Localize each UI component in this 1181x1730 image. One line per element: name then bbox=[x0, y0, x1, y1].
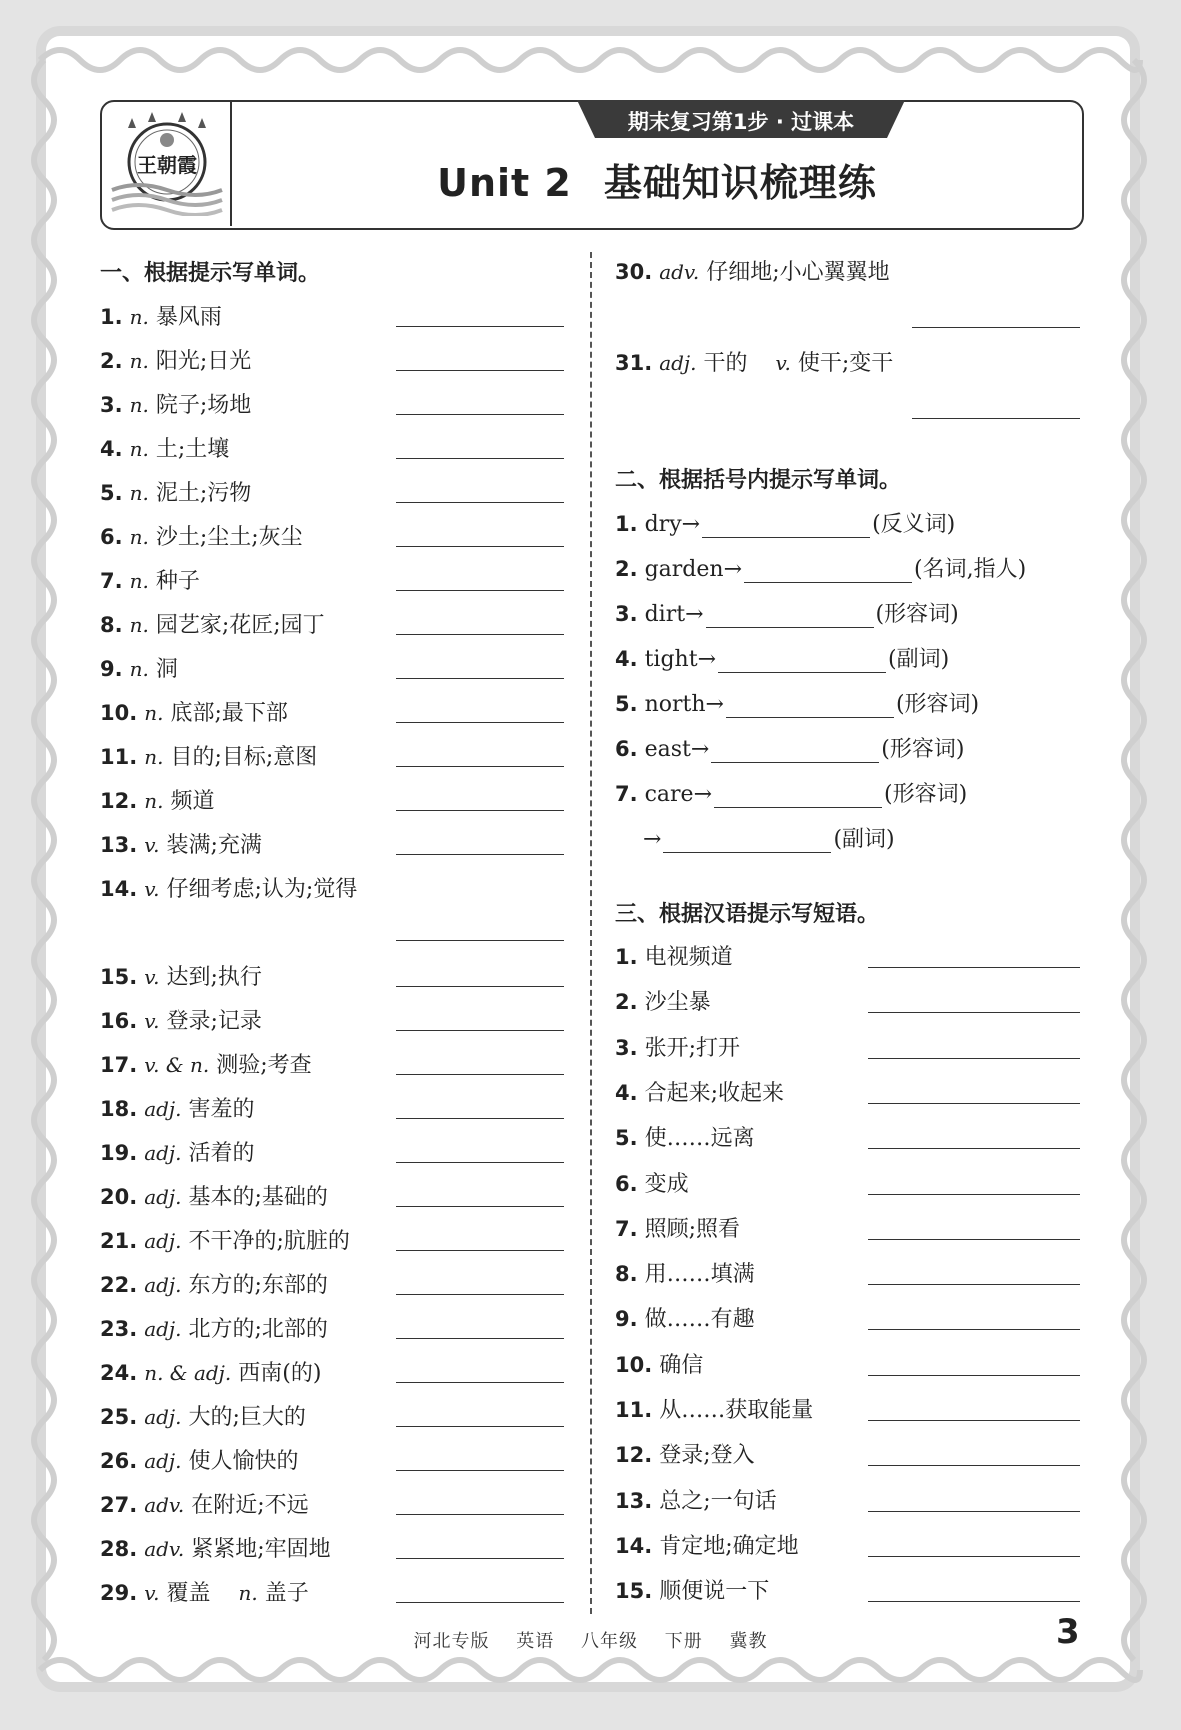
phrase-item bbox=[615, 1302, 755, 1332]
word-item bbox=[100, 1136, 255, 1166]
word-item bbox=[615, 255, 890, 285]
answer-blank[interactable] bbox=[868, 1103, 1080, 1104]
item-number: 3. bbox=[615, 602, 638, 626]
page-title bbox=[232, 152, 1082, 207]
answer-blank[interactable] bbox=[706, 605, 874, 628]
base-word: → bbox=[643, 827, 662, 852]
base-word: dry→ bbox=[644, 512, 701, 537]
phrase-hint: 电视频道 bbox=[644, 945, 733, 970]
title-main: 基础知识梳理练 bbox=[603, 161, 877, 205]
phrase-hint: 顺便说一下 bbox=[659, 1579, 770, 1605]
footer-publisher: 冀教 bbox=[729, 1631, 768, 1652]
item-hint: 登录;记录 bbox=[166, 1009, 262, 1034]
answer-blank[interactable] bbox=[868, 1148, 1080, 1149]
part-of-speech: v. bbox=[144, 833, 160, 857]
item-number: 20. bbox=[100, 1185, 138, 1209]
item-number: 2. bbox=[615, 990, 638, 1015]
answer-blank[interactable] bbox=[396, 1250, 564, 1251]
answer-blank[interactable] bbox=[396, 1294, 564, 1295]
item-number: 12. bbox=[615, 1443, 653, 1468]
phrase-hint: 确信 bbox=[659, 1352, 704, 1378]
phrase-item bbox=[615, 1076, 784, 1106]
answer-blank[interactable] bbox=[396, 1162, 564, 1163]
answer-blank[interactable] bbox=[396, 1206, 564, 1207]
item-number: 2. bbox=[615, 557, 638, 581]
item-number: 7. bbox=[100, 569, 123, 593]
item-number: 7. bbox=[615, 1216, 638, 1241]
item-number: 14. bbox=[615, 1533, 653, 1558]
phrase-item bbox=[615, 940, 733, 970]
word-item bbox=[100, 1532, 331, 1562]
item-hint: 土;土壤 bbox=[155, 437, 230, 462]
word-item bbox=[100, 1268, 328, 1298]
part-of-speech: n. & adj. bbox=[144, 1361, 232, 1385]
answer-blank[interactable] bbox=[396, 414, 564, 415]
part-of-speech: adv. bbox=[144, 1493, 185, 1517]
item-hint: 在附近;不远 bbox=[191, 1493, 309, 1518]
item-number: 1. bbox=[615, 945, 638, 969]
derivation-item bbox=[615, 552, 1026, 582]
item-hint: 仔细考虑;认为;觉得 bbox=[166, 877, 358, 902]
answer-blank[interactable] bbox=[396, 326, 564, 327]
word-item bbox=[100, 1488, 309, 1518]
part-of-speech: adj. bbox=[144, 1317, 182, 1341]
word-item bbox=[100, 960, 262, 990]
item-hint: 活着的 bbox=[188, 1141, 255, 1166]
item-number: 22. bbox=[100, 1273, 138, 1297]
word-item bbox=[100, 652, 178, 682]
derivation-item bbox=[643, 822, 895, 852]
item-number: 12. bbox=[100, 789, 138, 813]
word-item bbox=[100, 1444, 299, 1474]
part-of-speech: adj. bbox=[144, 1449, 182, 1473]
review-step-tab bbox=[577, 100, 905, 140]
item-number: 23. bbox=[100, 1317, 138, 1341]
answer-blank[interactable] bbox=[663, 830, 831, 853]
answer-blank[interactable] bbox=[714, 785, 882, 808]
item-hint: 害羞的 bbox=[188, 1097, 255, 1122]
phrase-item bbox=[615, 985, 711, 1015]
item-number: 13. bbox=[615, 1488, 653, 1513]
part-of-speech: n. bbox=[129, 393, 149, 417]
part-of-speech: n. bbox=[129, 569, 149, 593]
item-hint: 洞 bbox=[155, 657, 178, 682]
item-number: 25. bbox=[100, 1405, 138, 1429]
header-box bbox=[100, 100, 1084, 230]
item-number: 13. bbox=[100, 833, 138, 857]
footer-volume: 下册 bbox=[664, 1631, 703, 1652]
part-of-speech: adj. bbox=[659, 351, 697, 375]
item-hint: 种子 bbox=[155, 569, 200, 594]
svg-text:王朝霞: 王朝霞 bbox=[137, 153, 197, 177]
review-step-label: 期末复习第1步 · 过课本 bbox=[627, 110, 855, 134]
answer-blank[interactable] bbox=[868, 1375, 1080, 1376]
publisher-logo bbox=[108, 110, 226, 216]
item-number: 1. bbox=[615, 512, 638, 536]
base-word: care→ bbox=[644, 782, 713, 807]
item-hint: 使人愉快的 bbox=[188, 1449, 299, 1474]
part-of-speech: adj. bbox=[144, 1185, 182, 1209]
item-number: 8. bbox=[615, 1262, 638, 1287]
item-number: 8. bbox=[100, 613, 123, 637]
word-item bbox=[100, 1400, 306, 1430]
phrase-item bbox=[615, 1393, 813, 1423]
item-number: 7. bbox=[615, 782, 638, 806]
answer-blank[interactable] bbox=[396, 502, 564, 503]
answer-blank[interactable] bbox=[744, 560, 912, 583]
item-number: 24. bbox=[100, 1361, 138, 1385]
word-form-hint: (副词) bbox=[833, 827, 895, 852]
answer-blank[interactable] bbox=[396, 546, 564, 547]
item-number: 28. bbox=[100, 1537, 138, 1561]
item-number: 16. bbox=[100, 1009, 138, 1033]
phrase-hint: 合起来;收起来 bbox=[644, 1080, 785, 1106]
item-hint: 北方的;北部的 bbox=[188, 1317, 328, 1342]
part-of-speech: v. bbox=[144, 1581, 160, 1605]
part-of-speech: n. bbox=[129, 305, 149, 329]
derivation-item bbox=[615, 507, 955, 537]
item-number: 31. bbox=[615, 351, 653, 375]
part-of-speech: n. bbox=[144, 789, 164, 813]
item-number: 4. bbox=[615, 1080, 638, 1105]
item-number: 29. bbox=[100, 1581, 138, 1605]
word-item bbox=[100, 432, 229, 462]
word-item bbox=[100, 1576, 309, 1606]
derivation-item bbox=[615, 687, 979, 717]
answer-blank[interactable] bbox=[396, 1426, 564, 1427]
part-of-speech-2: v. bbox=[775, 351, 791, 375]
phrase-item bbox=[615, 1438, 755, 1468]
phrase-hint: 肯定地;确定地 bbox=[659, 1533, 799, 1559]
part-of-speech: n. bbox=[129, 613, 149, 637]
phrase-item bbox=[615, 1529, 799, 1559]
part-of-speech: adj. bbox=[144, 1141, 182, 1165]
item-number: 14. bbox=[100, 877, 138, 901]
phrase-item bbox=[615, 1031, 740, 1061]
base-word: tight→ bbox=[644, 647, 716, 672]
phrase-hint: 照顾;照看 bbox=[644, 1216, 741, 1242]
word-item bbox=[100, 476, 251, 506]
word-form-hint: (形容词) bbox=[881, 737, 965, 762]
answer-blank[interactable] bbox=[868, 1511, 1080, 1512]
item-hint: 基本的;基础的 bbox=[188, 1185, 328, 1210]
item-number: 27. bbox=[100, 1493, 138, 1517]
part-of-speech: n. bbox=[144, 745, 164, 769]
answer-blank[interactable] bbox=[396, 678, 564, 679]
answer-blank[interactable] bbox=[396, 1558, 564, 1559]
answer-blank[interactable] bbox=[396, 1118, 564, 1119]
item-number: 5. bbox=[100, 481, 123, 505]
phrase-item bbox=[615, 1121, 755, 1151]
answer-blank[interactable] bbox=[396, 986, 564, 987]
part-of-speech: n. bbox=[129, 349, 149, 373]
part-of-speech: adj. bbox=[144, 1229, 182, 1253]
derivation-item bbox=[615, 642, 949, 672]
answer-blank[interactable] bbox=[868, 1420, 1080, 1421]
word-item bbox=[100, 300, 222, 330]
part-of-speech-2: n. bbox=[238, 1581, 258, 1605]
item-hint: 频道 bbox=[170, 789, 215, 814]
word-item bbox=[100, 608, 325, 638]
item-number: 10. bbox=[615, 1352, 653, 1377]
word-item bbox=[100, 1048, 312, 1078]
base-word: north→ bbox=[644, 692, 724, 717]
column-divider bbox=[590, 252, 592, 1614]
phrase-item bbox=[615, 1348, 703, 1378]
phrase-hint: 用……填满 bbox=[644, 1262, 755, 1288]
part-of-speech: adj. bbox=[144, 1097, 182, 1121]
item-hint: 东方的;东部的 bbox=[188, 1273, 328, 1298]
footer-subject: 英语 bbox=[516, 1631, 555, 1652]
answer-blank[interactable] bbox=[396, 810, 564, 811]
item-hint: 大的;巨大的 bbox=[188, 1405, 306, 1430]
answer-blank[interactable] bbox=[868, 1556, 1080, 1557]
answer-blank[interactable] bbox=[396, 722, 564, 723]
item-hint: 园艺家;花匠;园丁 bbox=[155, 613, 325, 638]
base-word: dirt→ bbox=[644, 602, 704, 627]
footer-edition: 河北专版 bbox=[413, 1631, 490, 1652]
word-item bbox=[100, 872, 357, 902]
answer-blank[interactable] bbox=[868, 1058, 1080, 1059]
word-item bbox=[100, 1180, 328, 1210]
item-number: 5. bbox=[615, 692, 638, 716]
word-item bbox=[100, 784, 214, 814]
base-word: east→ bbox=[644, 737, 710, 762]
word-form-hint: (形容词) bbox=[895, 692, 980, 717]
answer-blank[interactable] bbox=[396, 1514, 564, 1515]
item-number: 11. bbox=[615, 1398, 653, 1422]
item-number: 9. bbox=[615, 1307, 638, 1332]
phrase-hint: 使……远离 bbox=[644, 1126, 755, 1152]
part-of-speech: n. bbox=[144, 701, 164, 725]
derivation-item bbox=[615, 777, 967, 807]
part-of-speech: n. bbox=[129, 525, 149, 549]
section3-title: 三、根据汉语提示写短语。 bbox=[615, 902, 880, 927]
answer-blank[interactable] bbox=[396, 1382, 564, 1383]
part-of-speech: adj. bbox=[144, 1405, 182, 1429]
phrase-item bbox=[615, 1167, 689, 1197]
item-number: 6. bbox=[615, 737, 638, 761]
answer-blank[interactable] bbox=[868, 1284, 1080, 1285]
word-item bbox=[100, 564, 200, 594]
phrase-item bbox=[615, 1484, 777, 1514]
section2-title: 二、根据括号内提示写单词。 bbox=[615, 468, 902, 493]
item-number: 15. bbox=[100, 965, 138, 989]
answer-blank[interactable] bbox=[868, 967, 1080, 968]
item-number: 3. bbox=[100, 393, 123, 417]
phrase-hint: 变成 bbox=[644, 1171, 689, 1197]
word-item bbox=[100, 520, 303, 550]
answer-blank[interactable] bbox=[868, 1601, 1080, 1602]
word-form-hint: (形容词) bbox=[884, 782, 968, 807]
word-item bbox=[100, 1092, 255, 1122]
phrase-hint: 张开;打开 bbox=[644, 1035, 741, 1061]
item-hint: 测验;考查 bbox=[216, 1053, 312, 1078]
word-item bbox=[100, 828, 262, 858]
phrase-hint: 从……获取能量 bbox=[659, 1398, 814, 1423]
part-of-speech: v. bbox=[144, 1009, 160, 1033]
page-number: 3 bbox=[1056, 1612, 1080, 1652]
part-of-speech: n. bbox=[129, 481, 149, 505]
item-number: 6. bbox=[615, 1171, 638, 1196]
item-hint: 目的;目标;意图 bbox=[170, 745, 318, 770]
derivation-item bbox=[615, 732, 964, 762]
answer-blank[interactable] bbox=[868, 1194, 1080, 1195]
phrase-hint: 登录;登入 bbox=[659, 1443, 755, 1469]
answer-blank[interactable] bbox=[396, 1602, 564, 1603]
word-item bbox=[100, 1004, 262, 1034]
word-item bbox=[615, 346, 893, 376]
answer-blank[interactable] bbox=[868, 1239, 1080, 1240]
answer-blank[interactable] bbox=[912, 327, 1080, 328]
item-hint: 西南(的) bbox=[238, 1361, 322, 1386]
word-form-hint: (形容词) bbox=[875, 602, 959, 627]
item-hint: 泥土;污物 bbox=[155, 481, 252, 506]
item-hint: 达到;执行 bbox=[166, 965, 262, 990]
word-form-hint: (反义词) bbox=[872, 512, 956, 537]
answer-blank[interactable] bbox=[726, 695, 894, 718]
phrase-item bbox=[615, 1212, 740, 1242]
item-number: 10. bbox=[100, 701, 138, 725]
part-of-speech: adv. bbox=[659, 260, 700, 284]
footer bbox=[0, 1627, 1181, 1653]
title-unit: Unit 2 bbox=[437, 161, 572, 205]
answer-blank[interactable] bbox=[396, 590, 564, 591]
item-number: 2. bbox=[100, 349, 123, 373]
item-hint: 暴风雨 bbox=[155, 305, 222, 330]
item-number: 1. bbox=[100, 305, 123, 329]
item-number: 17. bbox=[100, 1053, 138, 1077]
item-hint: 干的 bbox=[703, 351, 748, 376]
part-of-speech: v. & n. bbox=[144, 1053, 210, 1077]
item-number: 5. bbox=[615, 1126, 638, 1151]
part-of-speech: adv. bbox=[144, 1537, 185, 1561]
item-number: 9. bbox=[100, 657, 123, 681]
base-word: garden→ bbox=[644, 557, 743, 582]
answer-blank[interactable] bbox=[396, 766, 564, 767]
answer-blank[interactable] bbox=[912, 418, 1080, 419]
item-number: 3. bbox=[615, 1035, 638, 1060]
word-item bbox=[100, 388, 251, 418]
footer-grade: 八年级 bbox=[581, 1631, 638, 1652]
answer-blank[interactable] bbox=[396, 1074, 564, 1075]
derivation-item bbox=[615, 597, 959, 627]
phrase-hint: 做……有趣 bbox=[644, 1307, 755, 1333]
answer-blank[interactable] bbox=[868, 1012, 1080, 1013]
answer-blank[interactable] bbox=[718, 650, 886, 673]
word-item bbox=[100, 740, 317, 770]
item-hint: 装满;充满 bbox=[166, 833, 262, 858]
item-number: 4. bbox=[100, 437, 123, 461]
item-number: 19. bbox=[100, 1141, 138, 1165]
word-item bbox=[100, 1224, 350, 1254]
item-hint: 不干净的;肮脏的 bbox=[188, 1229, 350, 1254]
answer-blank[interactable] bbox=[396, 634, 564, 635]
phrase-hint: 总之;一句话 bbox=[659, 1488, 777, 1514]
item-number: 11. bbox=[100, 745, 138, 769]
phrase-item bbox=[615, 1257, 755, 1287]
item-hint: 紧紧地;牢固地 bbox=[191, 1537, 331, 1562]
item-number: 21. bbox=[100, 1229, 138, 1253]
answer-blank[interactable] bbox=[396, 940, 564, 941]
word-item bbox=[100, 696, 288, 726]
item-number: 4. bbox=[615, 647, 638, 671]
word-item bbox=[100, 344, 251, 374]
part-of-speech: v. bbox=[144, 965, 160, 989]
item-hint: 院子;场地 bbox=[155, 393, 252, 418]
answer-blank[interactable] bbox=[396, 1030, 564, 1031]
answer-blank[interactable] bbox=[702, 515, 870, 538]
part-of-speech: v. bbox=[144, 877, 160, 901]
answer-blank[interactable] bbox=[396, 854, 564, 855]
answer-blank[interactable] bbox=[396, 1470, 564, 1471]
answer-blank[interactable] bbox=[868, 1329, 1080, 1330]
item-hint-2: 盖子 bbox=[264, 1581, 309, 1606]
answer-blank[interactable] bbox=[711, 740, 879, 763]
answer-blank[interactable] bbox=[396, 458, 564, 459]
word-form-hint: (名词,指人) bbox=[914, 557, 1027, 582]
word-form-hint: (副词) bbox=[888, 647, 950, 672]
part-of-speech: n. bbox=[129, 657, 149, 681]
item-hint: 沙土;尘土;灰尘 bbox=[155, 525, 303, 550]
item-number: 26. bbox=[100, 1449, 138, 1473]
item-number: 30. bbox=[615, 260, 653, 284]
word-item bbox=[100, 1356, 321, 1386]
answer-blank[interactable] bbox=[396, 1338, 564, 1339]
item-number: 15. bbox=[615, 1579, 653, 1604]
phrase-hint: 沙尘暴 bbox=[644, 990, 711, 1016]
item-hint: 底部;最下部 bbox=[170, 701, 288, 726]
phrase-item bbox=[615, 1574, 769, 1604]
word-item bbox=[100, 1312, 328, 1342]
answer-blank[interactable] bbox=[396, 370, 564, 371]
item-hint: 仔细地;小心翼翼地 bbox=[706, 260, 890, 285]
item-hint: 阳光;日光 bbox=[155, 349, 252, 374]
item-number: 18. bbox=[100, 1097, 138, 1121]
part-of-speech: n. bbox=[129, 437, 149, 461]
part-of-speech: adj. bbox=[144, 1273, 182, 1297]
answer-blank[interactable] bbox=[868, 1465, 1080, 1466]
item-hint: 覆盖 bbox=[166, 1581, 211, 1606]
item-hint-2: 使干;变干 bbox=[797, 351, 894, 376]
item-number: 6. bbox=[100, 525, 123, 549]
section1-title: 一、根据提示写单词。 bbox=[100, 261, 321, 286]
